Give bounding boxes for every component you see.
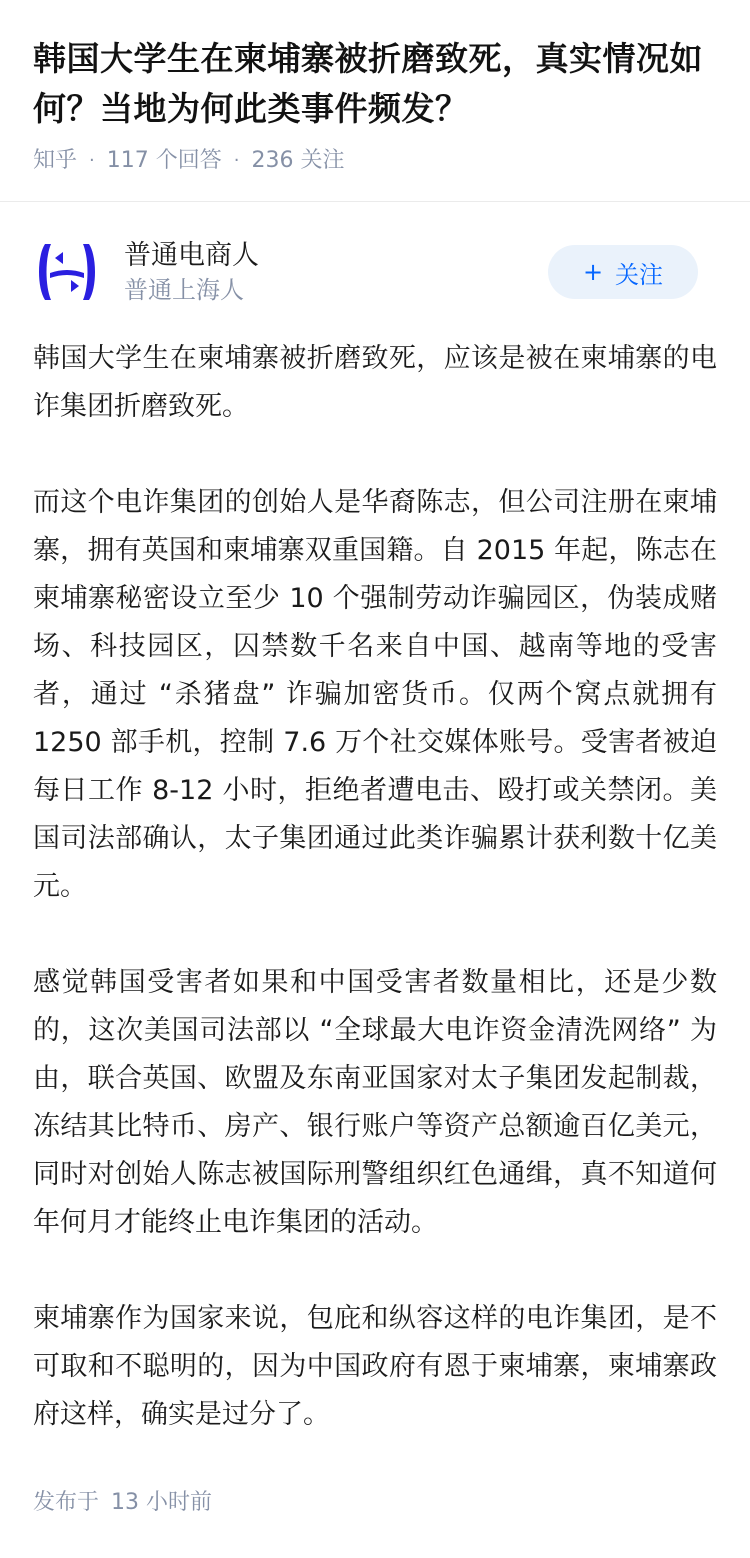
question-header	[0, 0, 750, 176]
meta-separator: ·	[233, 150, 240, 171]
answer-paragraph: 韩国大学生在柬埔寨被折磨致死，应该是被在柬埔寨的电诈集团折磨致死。	[33, 343, 717, 422]
answers-count[interactable]: 117 个回答	[106, 148, 222, 173]
author-name[interactable]: 普通电商人	[124, 240, 259, 271]
follow-label: 关注	[615, 260, 664, 289]
author-logo-icon[interactable]	[33, 238, 101, 306]
header-divider	[0, 201, 750, 202]
site-name[interactable]: 知乎	[33, 148, 78, 173]
followers-count[interactable]: 236 关注	[251, 148, 345, 173]
author-card	[33, 236, 698, 308]
answer-paragraph: 感觉韩国受害者如果和中国受害者数量相比，还是少数的，这次美国司法部以 “全球最大电诈资金清洗网络” 为由，联合英国、欧盟及东南亚国家对太子集团发起制裁，冻结其比特币、房产、银行账户等资产总额逾百亿美元，同时对创始人陈志被国际刑警组织红色通缉，真不知道何年何月才能终止电诈集团的活动。	[33, 967, 717, 1238]
question-meta	[33, 146, 717, 176]
published-time: 13 小时前	[111, 1490, 213, 1515]
author-info	[124, 238, 548, 306]
author-headline: 普通上海人	[124, 276, 244, 304]
answer-paragraph: 而这个电诈集团的创始人是华裔陈志，但公司注册在柬埔寨，拥有英国和柬埔寨双重国籍。自 2015 年起，陈志在柬埔寨秘密设立至少 10 个强制劳动诈骗园区，伪装成赌场、科技园区，囚禁数千名来自中国、越南等地的受害者，通过 “杀猪盘” 诈骗加密货币。仅两个窝点就拥有 1250 部手机，控制 7.6 万个社交媒体账号。受害者被迫每日工作 8-12 小时，拒绝者遭电击、殴打或关禁闭。美国司法部确认，太子集团通过此类诈骗累计获利数十亿美元。	[33, 487, 717, 902]
answer-paragraph: 柬埔寨作为国家来说，包庇和纵容这样的电诈集团，是不可取和不聪明的，因为中国政府有恩于柬埔寨，柬埔寨政府这样，确实是过分了。	[33, 1303, 717, 1430]
follow-button[interactable]	[548, 245, 698, 299]
question-title[interactable]: 韩国大学生在柬埔寨被折磨致死，真实情况如何？当地为何此类事件频发？	[33, 39, 703, 128]
published-label: 发布于	[33, 1490, 100, 1515]
meta-separator: ·	[89, 150, 95, 171]
answer-content	[33, 335, 717, 1487]
plus-icon: +	[582, 258, 604, 286]
publish-time	[33, 1488, 212, 1518]
